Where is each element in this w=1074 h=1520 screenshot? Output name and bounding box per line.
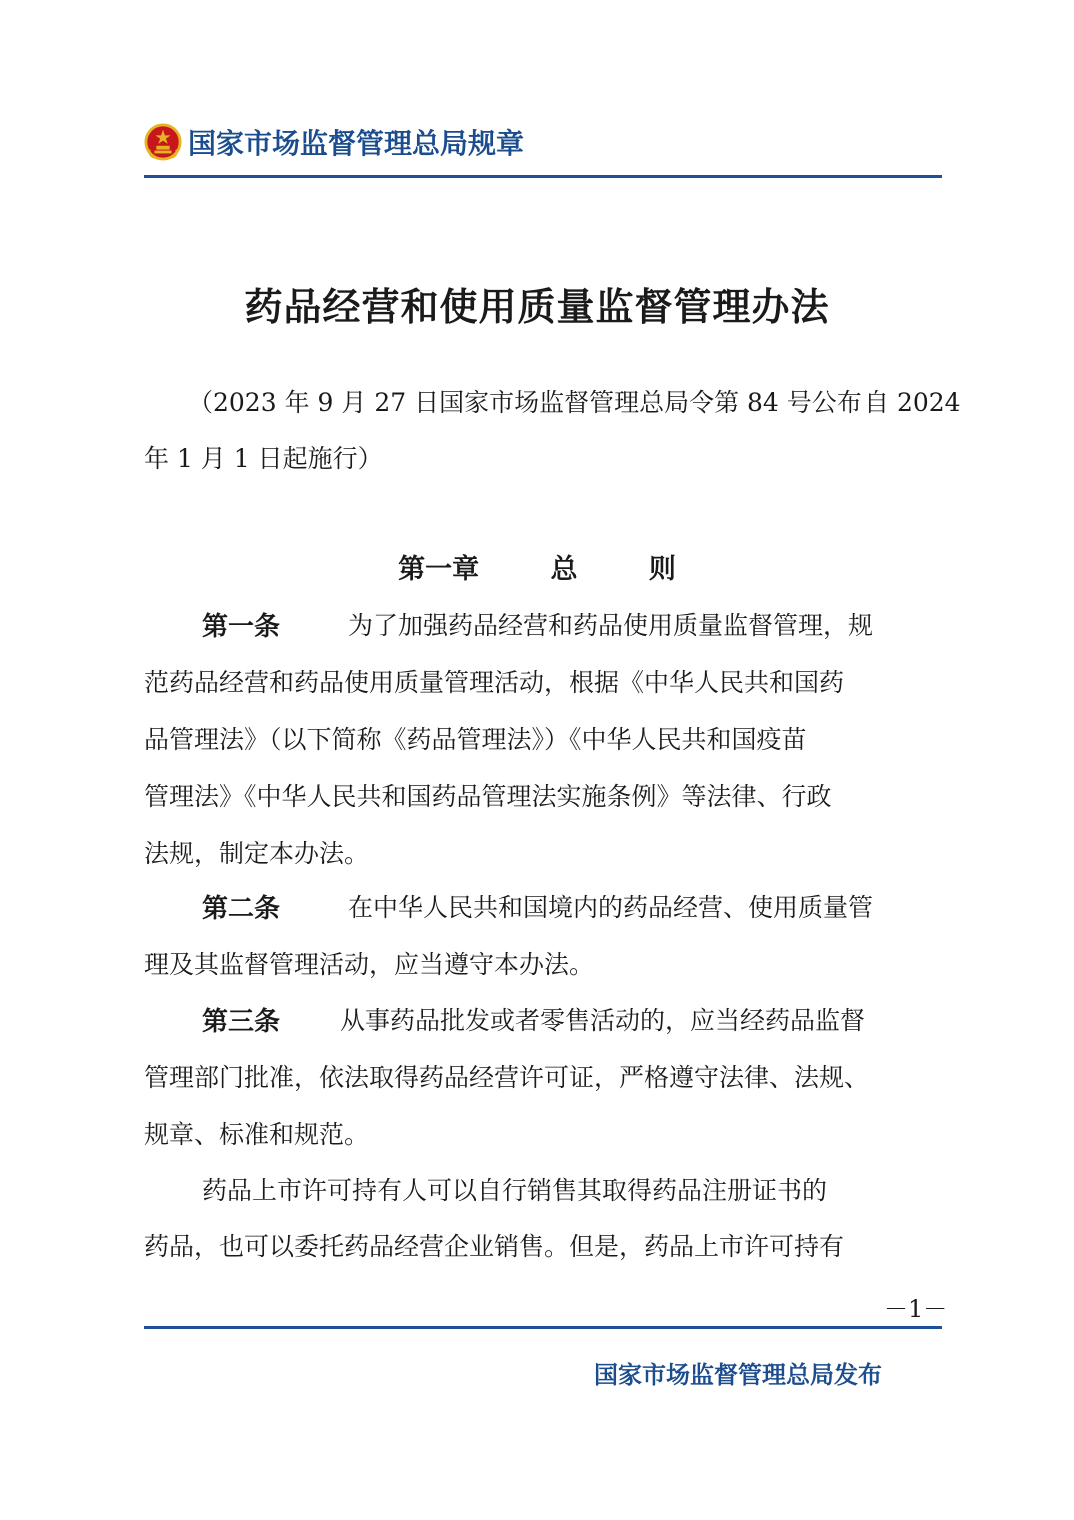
national-emblem-icon [144, 123, 182, 161]
article-line: 范药品经营和药品使用质量管理活动，根据《中华人民共和国药 [144, 668, 845, 697]
footer-publisher: 国家市场监督管理总局发布 [594, 1361, 882, 1389]
page-header [144, 120, 944, 180]
paragraph-line: 药品上市许可持有人可以自行销售其取得药品注册证书的 [202, 1176, 828, 1205]
article-line: 管理部门批准，依法取得药品经营许可证，严格遵守法律、法规、 [144, 1063, 870, 1092]
article-line: 在中华人民共和国境内的药品经营、使用质量管 [348, 893, 874, 922]
article-line: 为了加强药品经营和药品使用质量监督管理，规 [348, 611, 874, 640]
article-line: 管理法》《中华人民共和国药品管理法实施条例》等法律、行政 [144, 782, 832, 811]
paragraph-line: 药品，也可以委托药品经营企业销售。但是，药品上市许可持有 [144, 1232, 845, 1261]
article-line: 规章、标准和规范。 [144, 1120, 370, 1149]
chapter-title-char-2: 则 [648, 554, 676, 585]
article-label: 第二条 [202, 894, 281, 924]
article-label: 第三条 [202, 1007, 281, 1037]
article-line: 法规，制定本办法。 [144, 839, 370, 868]
chapter-title-char-1: 总 [550, 554, 578, 585]
article-label: 第一条 [202, 612, 281, 642]
promulgation-line-1-date: 自 2024 [864, 388, 961, 417]
article-line: 从事药品批发或者零售活动的，应当经药品监督 [340, 1006, 866, 1035]
header-divider [144, 175, 942, 178]
page-number: －1－ [884, 1295, 948, 1323]
article-line: 品管理法》（以下简称《药品管理法》）《中华人民共和国疫苗 [144, 725, 807, 754]
promulgation-line-1: （2023 年 9 月 27 日国家市场监督管理总局令第 84 号公布 [188, 388, 862, 417]
chapter-heading [0, 547, 1074, 586]
footer-divider [144, 1326, 942, 1329]
chapter-number: 第一章 [398, 554, 480, 585]
article-line: 理及其监督管理活动，应当遵守本办法。 [144, 950, 595, 979]
promulgation-line-2: 年 1 月 1 日起施行） [144, 444, 383, 473]
document-title: 药品经营和使用质量监督管理办法 [244, 285, 830, 329]
header-title: 国家市场监督管理总局规章 [188, 127, 525, 160]
